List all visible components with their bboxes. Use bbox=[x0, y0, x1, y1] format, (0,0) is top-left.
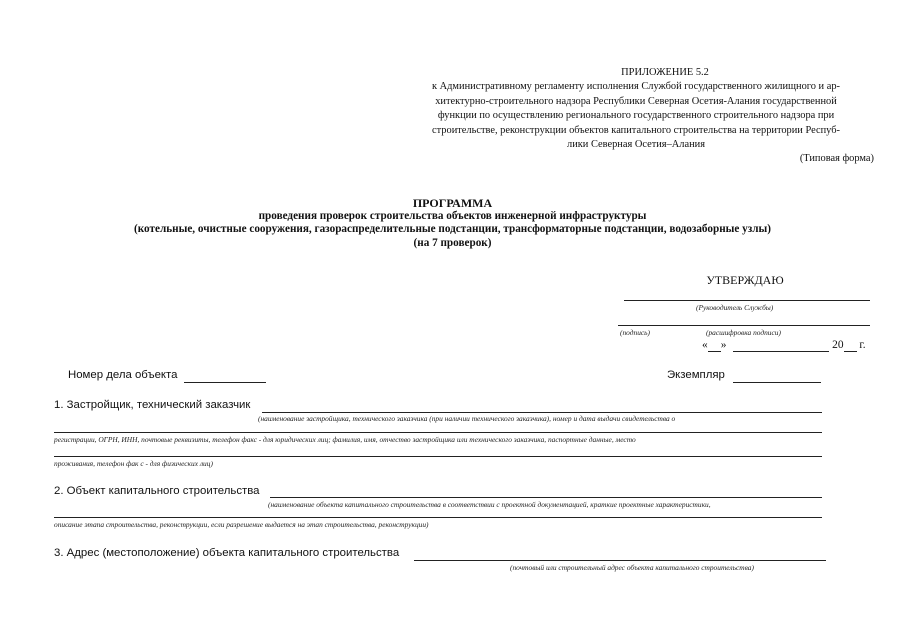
appendix-line-4: строительстве, реконструкции объектов капитального строительства на территории Респуб- bbox=[432, 124, 840, 136]
appendix-line-1: к Административному регламенту исполнения Службой государственного жилищного и ар- bbox=[432, 81, 840, 93]
object-hint-1: (наименование объекта капитального строительства в соответствии с проектной документацией, краткие проектные характеристики, bbox=[268, 500, 711, 509]
appendix-title: ПРИЛОЖЕНИЕ 5.2 bbox=[621, 67, 709, 78]
object-field-line-2[interactable] bbox=[54, 517, 822, 518]
date-close-quote: » bbox=[720, 339, 727, 351]
approval-date bbox=[702, 339, 866, 352]
program-heading bbox=[40, 197, 865, 250]
program-line-2: (котельные, очистные сооружения, газораспределительные подстанции, трансформаторные подстанции, водозаборные узлы) bbox=[134, 223, 771, 236]
appendix-line-2: хитектурно-строительного надзора Республики Северная Осетия-Алания государственной bbox=[435, 95, 837, 107]
developer-label: 1. Застройщик, технический заказчик bbox=[54, 399, 251, 411]
date-year-field[interactable] bbox=[844, 339, 857, 352]
copy-field[interactable] bbox=[733, 382, 821, 383]
signature-line[interactable] bbox=[618, 325, 870, 326]
date-day-field[interactable] bbox=[708, 339, 721, 352]
copy-label: Экземпляр bbox=[667, 369, 725, 381]
object-label: 2. Объект капитального строительства bbox=[54, 485, 260, 497]
decoding-hint: (расшифровка подписи) bbox=[706, 328, 781, 337]
head-signature-line[interactable] bbox=[624, 300, 870, 301]
approve-heading: УТВЕРЖДАЮ bbox=[706, 273, 784, 287]
address-label: 3. Адрес (местоположение) объекта капитального строительства bbox=[54, 547, 400, 559]
date-month-field[interactable] bbox=[733, 339, 829, 352]
object-hint-2: описание этапа строительства, реконструкции, если разрешение выдается на этап строительства, реконструкции) bbox=[54, 520, 429, 529]
program-line-1: проведения проверок строительства объектов инженерной инфраструктуры bbox=[258, 210, 647, 223]
appendix-line-5: лики Северная Осетия–Алания bbox=[567, 139, 705, 151]
date-open-quote: « bbox=[702, 339, 708, 351]
program-line-3: (на 7 проверок) bbox=[413, 236, 492, 249]
date-year-suffix: г. bbox=[859, 339, 866, 351]
object-field[interactable] bbox=[270, 497, 822, 498]
head-hint: (Руководитель Службы) bbox=[696, 303, 774, 312]
address-field[interactable] bbox=[414, 560, 826, 561]
appendix-block bbox=[390, 66, 882, 167]
form-type-label: (Типовая форма) bbox=[799, 153, 874, 165]
developer-field-line-3[interactable] bbox=[54, 456, 822, 457]
developer-field-line-2[interactable] bbox=[54, 432, 822, 433]
case-number-field[interactable] bbox=[184, 382, 266, 383]
developer-hint-1: (наименование застройщика, технического заказчика (при наличии технического заказчика), номер и дата выдачи свидетельства о bbox=[258, 414, 676, 423]
program-title: ПРОГРАММА bbox=[412, 196, 493, 210]
developer-hint-3: проживания, телефон фак с - для физических лиц) bbox=[54, 459, 213, 468]
appendix-line-3: функции по осуществлению регионального государственного строительного надзора при bbox=[437, 110, 835, 122]
address-hint: (почтовый или строительный адрес объекта капитального строительства) bbox=[510, 563, 754, 572]
case-number-label: Номер дела объекта bbox=[68, 369, 178, 381]
developer-field[interactable] bbox=[262, 412, 822, 413]
signature-hint: (подпись) bbox=[620, 328, 650, 337]
developer-hint-2: регистрации, ОГРН, ИНН, почтовые реквизиты, телефон факс - для юридических лиц; фамилия, имя, отчество застройщика или технического заказчика, паспортные данные, место bbox=[54, 435, 636, 444]
date-year-prefix: 20 bbox=[832, 339, 844, 351]
